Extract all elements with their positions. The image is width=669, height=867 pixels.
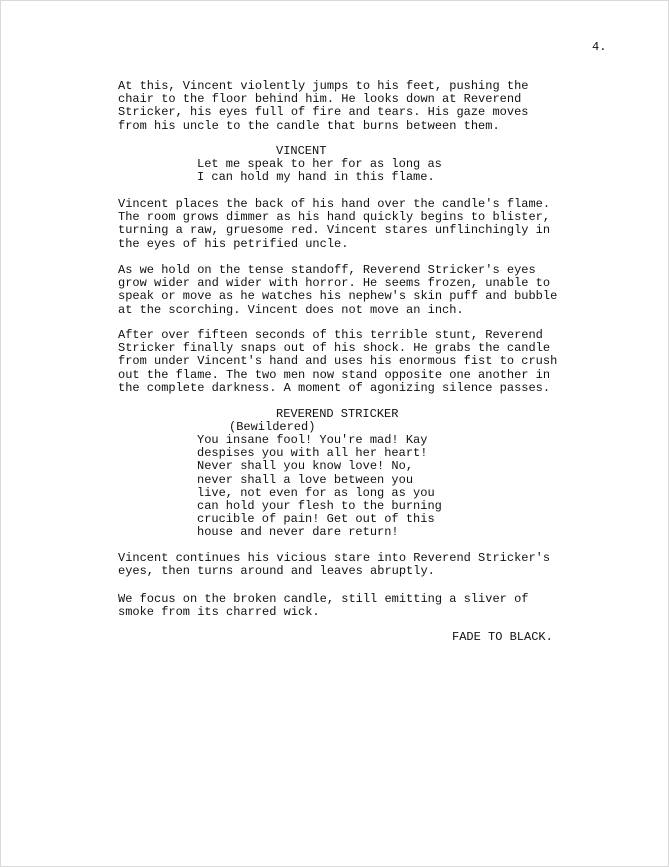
- action-paragraph: Vincent continues his vicious stare into Reverend Stricker's eyes, then turns around and leaves abruptly.: [118, 551, 551, 579]
- dialogue-text: You insane fool! You're mad! Kay despises you with all her heart! Never shall you know love! No, never shall a love between you live, not even for as long as you can hold your flesh to the burning crucible of pain! Get out of this house and never dare return!: [197, 433, 442, 540]
- character-name: VINCENT: [276, 144, 327, 158]
- action-paragraph: At this, Vincent violently jumps to his feet, pushing the chair to the floor behind him. He looks down at Reverend Stricker, his eyes full of fire and tears. His gaze moves from his uncle to the candle that burns between them.: [118, 79, 529, 133]
- action-paragraph: As we hold on the tense standoff, Reverend Stricker's eyes grow wider and wider with horror. He seems frozen, unable to speak or move as he watches his nephew's skin puff and bubble at the scorching. Vincent does not move an inch.: [118, 263, 558, 317]
- action-paragraph: Vincent places the back of his hand over the candle's flame. The room grows dimmer as his hand quickly begins to blister, turning a raw, gruesome red. Vincent stares unflinchingly in the eyes of his petrified uncle.: [118, 197, 551, 251]
- dialogue-text: Let me speak to her for as long as I can hold my hand in this flame.: [197, 157, 442, 185]
- page-number: 4.: [592, 40, 607, 54]
- parenthetical: (Bewildered): [229, 420, 316, 434]
- transition: FADE TO BLACK.: [452, 630, 553, 644]
- character-name: REVEREND STRICKER: [276, 407, 399, 421]
- action-paragraph: We focus on the broken candle, still emitting a sliver of smoke from its charred wick.: [118, 592, 529, 620]
- action-paragraph: After over fifteen seconds of this terrible stunt, Reverend Stricker finally snaps out of his shock. He grabs the candle from under Vincent's hand and uses his enormous fist to crush out the flame. The two men now stand opposite one another in the complete darkness. A moment of agonizing silence passes.: [118, 328, 558, 395]
